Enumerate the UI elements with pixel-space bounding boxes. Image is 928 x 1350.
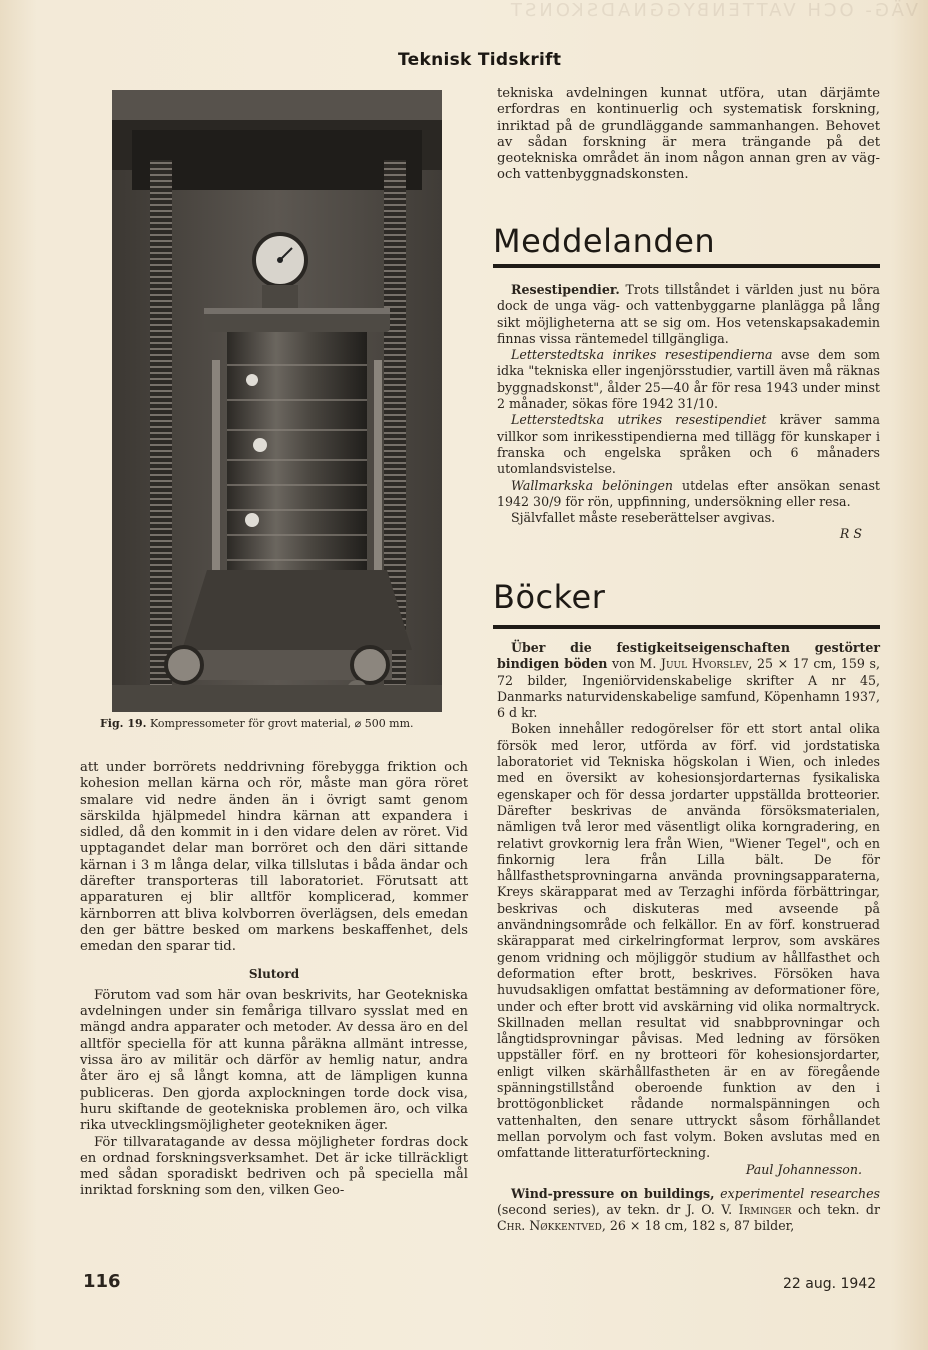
book-1-signature: Paul Johannesson. — [745, 1161, 862, 1177]
meddelanden-p1-text: Trots tillståndet i världen just nu böra dock de unga väg- och vattenbyggarne planlägga på lång sikt möjligheterna att se sig om. Hos vetenskapsakademin finnas vissa räntemedel tillgängliga. — [497, 282, 880, 346]
book-1-review: Boken innehåller redogörelser för ett stort antal olika försök med leror, utförda av förf. vid jordstatiska laboratoriet vid Tekniska högskolan i Wien, och inledes med en översikt av kohesionsjordarternas fysikaliska egenskaper och för dessa jordarter uppställda brotteorier. Därefter beskrivas de använda försöksmaterialen, nämligen två leror med väsentligt olika korngradering, en relativt grovkornig lera från Wien, "Wiener Tegel", och en finkornig lera från Lilla bält. De för hållfasthetsprovningarna använda provningsapparaterna, Kreys skärapparat med av Terzaghi införda förbättringar, beskrivas och diskuteras med avseende på användningsområde och felkällor. En av förf. konstruerad skärapparat med cirkelringformat lerprov, som avskäres genom vridning och möjliggör studium av hållfasthet och deformation efter brott, beskrives. Försöken hava huvudsakligen omfattat bestämning av deformationer före, under och efter brott vid avskärning vid olika normaltryck. Skillnaden mellan resultat vid snabbprovningar och långtidsprovningar påvisas. Med ledning av försöken uppställer förf. en ny brotteori för kohesionsjordarter, enligt vilken skärhållfastheten är en av föregående spänningstillstånd oberoende funktion av den i brottögonblicket rådande normalspänningen och vattenhalten, den senare uttryckt såsom förhållandet mellan porvolym och fast volym. Boken avslutas med en omfattande litteraturförteckning. — [497, 721, 880, 1161]
book-2-details-a: (second series), av tekn. dr J. O. V. — [497, 1202, 739, 1218]
figure-caption-text: Kompressometer för grovt material, ⌀ 500 mm. — [149, 717, 414, 730]
left-paragraph-2: Förutom vad som här ovan beskrivits, har Geotekniska avdelningen under sin femåriga tillvaro sysslat med en mängd andra apparater och metoder. Av dessa äro en del alltför speciella för att kunna påräkna allmänt intresse, vissa äro av militär och därför av hemlig natur, andra åter äro ej så långt komna, att de lämpligen kunna publiceras. Den gjorda axplockningen torde dock visa, huru skiftande de geotekniska problemen äro, och vilka rika utvecklingsmöjligheter geotekniken äger. — [80, 987, 468, 1134]
meddelanden-paragraph-3 — [497, 412, 880, 477]
meddelanden-paragraph-1 — [497, 282, 880, 347]
meddelanden-paragraph-4 — [497, 478, 880, 511]
meddelanden-paragraph-5: Självfallet måste reseberättelser avgivas. — [511, 510, 776, 526]
meddelanden-paragraph-2 — [497, 347, 880, 412]
meddelanden-section — [497, 282, 880, 543]
book-1-details-a: von M. — [612, 656, 661, 672]
left-column — [80, 760, 468, 1200]
meddelanden-p4-text: utdelas efter ansökan senast 1942 30/9 för rön, uppfinning, undersökning eller resa. — [497, 477, 880, 509]
issue-date: 22 aug. 1942 — [783, 1276, 877, 1292]
book-1-entry — [497, 640, 880, 721]
figure-label: Fig. 19. — [100, 717, 147, 730]
heading-rule — [493, 264, 880, 268]
page-number: 116 — [83, 1271, 121, 1292]
book-1-author: Juul Hvorslev — [660, 656, 749, 672]
book-2-author-2: Chr. Nøkkentved — [497, 1218, 602, 1234]
meddelanden-p4-italic: Wallmarkska belöningen — [511, 477, 674, 493]
meddelanden-p2-italic: Letterstedtska inrikes resestipendierna — [511, 347, 773, 363]
compressometer-photo — [112, 90, 442, 712]
right-top-paragraph: tekniska avdelningen kunnat utföra, utan därjämte erfordras en kontinuerlig och systematisk forskning, inriktad på de grundläggande sammanhangen. Behovet av sådan forskning är mera trängande på det geotekniska området än inom någon annan gren av väg- och vattenbyggnadskonsten. — [497, 86, 880, 183]
book-2-subtitle: experimentel researches — [720, 1185, 880, 1201]
section-heading-bocker: Böcker — [493, 578, 606, 616]
book-2-details-c: , 26 × 18 cm, 182 s, 87 bilder, — [601, 1218, 795, 1234]
book-2-details-b: och tekn. dr — [791, 1202, 880, 1218]
book-1-title: Über die festigkeitseigenschaften gestörter bindigen böden — [497, 640, 880, 672]
meddelanden-p3-italic: Letterstedtska utrikes resestipendiet — [511, 412, 767, 428]
book-2-title: Wind-pressure on buildings, — [511, 1185, 715, 1201]
left-paragraph-3: För tillvaratagande av dessa möjligheter fordras dock en ordnad forskningsverksamhet. Det är icke tillräckligt med sådan sporadiskt bedriven och på speciella mål inriktad forskning som den, vilken Geo- — [80, 1134, 468, 1199]
right-column-continuation — [497, 86, 880, 184]
meddelanden-p2-text: avse dem som idka "tekniska eller ingenjörsstudier, vartill även må räknas byggnadskonst", ålder 25—40 år för resa 1943 under minst 2 månader, sökas före 1942 31/10. — [497, 347, 880, 412]
book-2-author-1: Irminger — [738, 1202, 792, 1218]
masthead: Teknisk Tidskrift — [398, 50, 562, 70]
meddelanden-lead: Resestipendier. — [511, 282, 620, 297]
section-heading-slutord: Slutord — [248, 966, 300, 981]
section-heading-meddelanden: Meddelanden — [493, 222, 716, 260]
heading-rule — [493, 625, 880, 629]
meddelanden-signature: R S — [839, 526, 862, 542]
figure-caption — [100, 717, 470, 730]
bocker-section — [497, 640, 880, 1235]
left-paragraph-1: att under borrörets neddrivning förebygga friktion och kohesion mellan kärna och rör, måste man göra röret smalare vid nedre änden än i övrigt samt genom särskilda hjälpmedel hindra kärnan att expandera i sidled, då den kommit in i den vidare delen av röret. Vid upptagandet delar man borröret och den däri sittande kärnan i 3 m långa delar, vilka tillslutas i båda ändar och därefter transporteras till laboratoriet. Förutsatt att apparaturen ej blir alltför komplicerad, kommer kärnborren att bliva kolvborren överlägsen, dels emedan den ger bättre besked om markens beskaffenhet, dels emedan den sparar tid. — [80, 760, 468, 955]
meddelanden-p3-text: kräver samma villkor som inrikesstipendierna med tillägg för kunskaper i franska och engelska språken och 6 månaders utomlandsvistelse. — [497, 412, 880, 477]
bleed-through-text: VÄG- OCH VATTENBYGGNADSKONST — [507, 0, 918, 21]
book-1-details-b: , 25 × 17 cm, 159 s, 72 bilder, Ingeniörvidenskabelige skrifter A nr 45, Danmarks naturvidenskabelige samfund, Köpenhamn 1937, 6 d kr. — [497, 656, 880, 721]
book-2-entry — [497, 1186, 880, 1235]
